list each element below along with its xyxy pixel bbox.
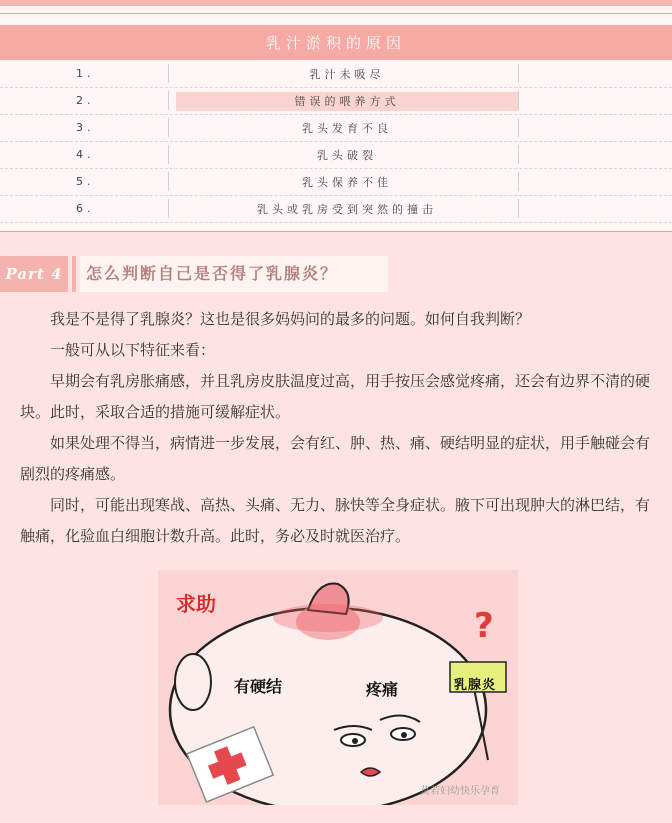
table-title: 乳汁淤积的原因 — [0, 25, 672, 60]
table-row — [0, 115, 672, 142]
row-text: 乳头保养不佳 — [302, 176, 392, 189]
table-row — [0, 142, 672, 169]
lump-label: 有硬结 — [234, 677, 283, 696]
row-number: 3. — [76, 121, 95, 134]
part-tag: Part 4 — [0, 256, 68, 292]
table-row — [0, 88, 672, 115]
watermark: 莫若妇幼快乐孕育 — [420, 786, 500, 797]
pain-label: 疼痛 — [366, 680, 399, 699]
row-number: 1. — [76, 67, 95, 80]
row-number: 5. — [76, 175, 95, 188]
paragraph: 同时，可能出现寒战、高热、头痛、无力、脉快等全身症状。腋下可出现肿大的淋巴结，有触痛，化验血白细胞计数升高。此时，务必及时就医治疗。 — [20, 496, 651, 545]
paragraph: 我是不是得了乳腺炎？这也是很多妈妈问的最多的问题。如何自我判断？ — [50, 310, 531, 328]
table-row — [0, 61, 672, 88]
section-title: 怎么判断自己是否得了乳腺炎？ — [80, 256, 388, 292]
row-text: 错误的喂养方式 — [176, 92, 518, 111]
row-number: 4. — [76, 148, 95, 161]
paragraph: 一般可从以下特征来看： — [50, 341, 216, 359]
divider — [0, 13, 672, 14]
table-row — [0, 196, 672, 223]
row-number: 6. — [76, 202, 95, 215]
sign-label: 乳腺炎 — [454, 678, 497, 693]
accent-bar — [72, 256, 76, 292]
row-text: 乳头发育不良 — [302, 122, 392, 135]
help-label: 求助 — [176, 592, 216, 616]
row-text: 乳头破裂 — [317, 149, 377, 162]
article-body — [20, 304, 656, 552]
section-header — [0, 256, 672, 292]
row-text: 乳头或乳房受到突然的撞击 — [257, 203, 437, 216]
paragraph: 如果处理不得当，病情进一步发展，会有红、肿、热、痛、硬结明显的症状，用手触碰会有剧烈的疼痛感。 — [20, 434, 651, 483]
table-rows — [0, 61, 672, 223]
row-number: 2. — [76, 94, 95, 107]
row-text: 乳汁未吸尽 — [309, 68, 385, 81]
cause-table — [0, 0, 672, 232]
question-mark-icon: ? — [474, 606, 494, 646]
table-row — [0, 169, 672, 196]
paragraph: 早期会有乳房胀痛感，并且乳房皮肤温度过高，用手按压会感觉疼痛，还会有边界不清的硬块。此时，采取合适的措施可缓解症状。 — [20, 372, 651, 421]
mastitis-illustration — [158, 570, 518, 805]
